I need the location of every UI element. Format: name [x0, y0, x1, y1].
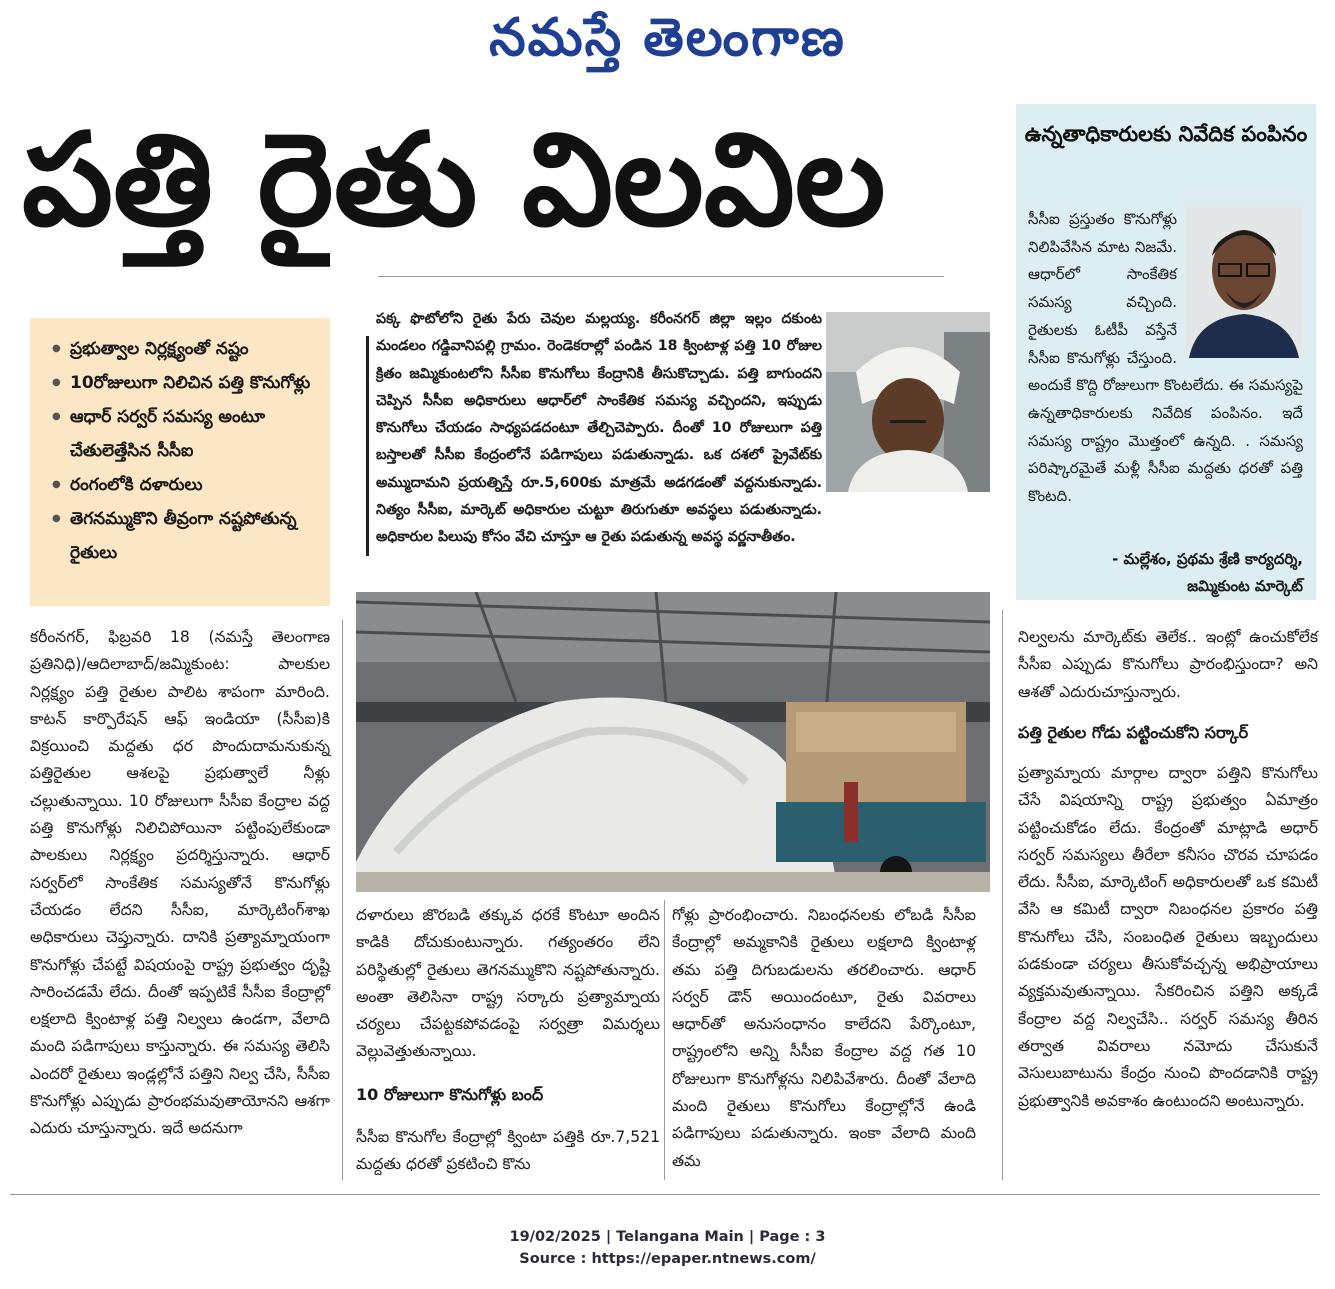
cotton-heap-photo: [356, 592, 990, 892]
headline-rule: [378, 276, 944, 277]
highlight-item: ● ఆధార్ సర్వర్ సమస్య అంటూ చేతులెత్తేసిన సీసీఐ: [52, 400, 320, 468]
article-column-2: దళారులు జొరబడి తక్కువ ధరకే కొంటూ అందిన కాడికి దోచుకుంటున్నారు. గత్యంతరం లేని పరిస్థితుల్లో రైతులు తెగనమ్ముకొని నష్టపోతున్నారు. అంతా తెలిసినా రాష్ట్ర సర్కారు ప్రత్యామ్నాయ చర్యలు చేపట్టకపోవడంపై సర్వత్రా విమర్శలు వెల్లువెత్తుతున్నాయి.: [356, 906, 660, 1061]
caption-bar: [366, 336, 369, 556]
quote-signature: [1028, 546, 1303, 600]
column-divider: [1002, 610, 1003, 1180]
masthead: నమస్తే తెలంగాణ: [489, 8, 846, 68]
quote-text: సీసీఐ ప్రస్తుతం కొనుగోళ్లు నిలిపివేసిన మాట నిజమే. ఆధార్‌లో సాంకేతిక సమస్య వచ్చింది. రైతులకు ఓటీపీ వస్తేనే సీసీఐ కొనుగోళ్లు చేస్తుంది. అందుకే కొద్ది రోజులుగా కొంటలేదు. ఈ సమస్యపై ఉన్నతాధికారులకు నివేదిక పంపినం. ఇదే సమస్య రాష్ట్రం మొత్తంలో ఉన్నది. . సమస్య పరిష్కారమైతే మళ్లీ సీసీఐ మద్దతు ధరతో పత్తి కొంటది.: [1028, 210, 1303, 506]
article-column-4-continued: ప్రత్యామ్నాయ మార్గాల ద్వారా పత్తిని కొనుగోలు చేసే విషయాన్ని రాష్ట్ర ప్రభుత్వం ఏమాత్రం పట్టించుకోడం లేదు. కేంద్రంతో మాట్లాడి అధార్ సర్వర్ సమస్యలు తీరేలా కనీసం చొరవ చూపడం లేదు. సీసీఐ, మార్కెటింగ్ అధికారులతో ఒక కమిటీ వేసి ఆ కమిటీ ద్వారా నిబంధనల ప్రకారం పత్తి కొనుగోలు చేసి, సంబంధిత రైతులు ఇబ్బందులు పడకుండా చర్యలు తీసుకోవచ్చన్న అభిప్రాయాలు వ్యక్తమవుతున్నాయి. సేకరించిన పత్తిని అక్కడే కేంద్రాల వద్ద నిల్వచేసి.. సర్వర్ సమస్య తీరిన తర్వాత వివరాలు నమోదు చేసుకునే వెసులుబాటును కేంద్రం నుంచి పొందడానికి రాష్ట్ర ప్రభుత్వానికి అవకాశం ఉంటుందని అంటున్నారు.: [1018, 764, 1318, 1110]
farmer-photo: [826, 312, 990, 492]
highlight-item: ● రంగంలోకి దళారులు: [52, 468, 320, 502]
signature-line: జమ్మికుంట మార్కెట్: [1187, 577, 1303, 595]
quote-text-block: [1028, 206, 1303, 511]
headline: పత్తి రైతు విలవిల: [22, 106, 886, 255]
quote-heading: ఉన్నతాధికారులకు నివేదిక పంపినం: [1024, 122, 1308, 146]
highlights-box: [30, 318, 330, 606]
highlight-item: ● తెగనమ్ముకొని తీవ్రంగా నష్టపోతున్న రైతులు: [52, 502, 320, 570]
column-divider: [664, 900, 665, 1180]
footer-date-line: 19/02/2025 | Telangana Main | Page : 3: [509, 1229, 826, 1245]
official-photo: [1185, 206, 1303, 358]
highlight-item: ● 10రోజులుగా నిలిచిన పత్తి కొనుగోళ్లు: [52, 366, 320, 400]
footer-source-link[interactable]: Source : https://epaper.ntnews.com/: [519, 1251, 816, 1267]
article-column-4: నిల్వలను మార్కెట్‌కు తెలేక.. ఇంట్లో ఉంచుకోలేక సీసీఐ ఎప్పుడు కొనుగోలు ప్రారంభిస్తుందా? అని ఆశతో ఎదురుచూస్తున్నారు.: [1018, 628, 1318, 701]
article-subheading: 10 రోజులుగా కొనుగోళ్లు బంద్: [356, 1085, 544, 1104]
article-subheading: పత్తి రైతుల గోడు పట్టించుకోని సర్కార్: [1018, 723, 1249, 742]
article-column-2-continued: సీసీఐ కొనుగోల కేంద్రాల్లో క్వింటా పత్తికి రూ.7,521 మద్దతు ధరతో ప్రకటించి కొను: [356, 1128, 660, 1174]
highlight-item: ● ప్రభుత్వాల నిర్లక్ష్యంతో నష్టం: [52, 332, 320, 366]
column-divider: [342, 620, 343, 1180]
article-column-3: గోళ్లు ప్రారంభించారు. నిబంధనలకు లోబడి సీసీఐ కేంద్రాల్లో అమ్మకానికి రైతులు లక్షలాది క్వింటాళ్ల తమ పత్తి దిగుబడులను తరలించారు. ఆధార్ సర్వర్ డౌన్ అయిందంటూ, రైతు వివరాలు ఆధార్‌తో అనుసంధానం కాలేదని పేర్కొంటూ, రాష్ట్రంలోని అన్ని సీసీఐ కేంద్రాల వద్ద గత 10 రోజులుగా కొనుగోళ్లను నిలిపివేశారు. దీంతో వేలాది మంది రైతులు కొనుగోలు కేంద్రాల్లోనే ఉండి పడిగాపులు పడుతున్నారు. ఇంకా వేలాది మంది తమ: [672, 906, 976, 1170]
article-column-1: కరీంనగర్, ఫిబ్రవరి 18 (నమస్తే తెలంగాణ ప్రతినిధి)/ఆదిలాబాద్/జమ్మికుంట: పాలకుల నిర్లక్ష్యం పత్తి రైతుల పాలిట శాపంగా మారింది. కాటన్ కార్పొరేషన్ ఆఫ్ ఇండియా (సీసీఐ)కి విక్రయించి మద్దతు ధర పొందుదామనుకున్న పత్తిరైతుల ఆశలపై ప్రభుత్వాలే నీళ్లు చల్లుతున్నాయి. 10 రోజులుగా సీసీఐ కేంద్రాల వద్ద పత్తి కొనుగోళ్లు నిలిచిపోయినా పట్టింపులేకుండా పాలకులు నిర్లక్ష్యం ప్రదర్శిస్తున్నారు. ఆధార్ సర్వర్‌లో సాంకేతిక సమస్యతోనే కొనుగోళ్లు చేయడం లేదని సీసీఐ, మార్కెటింగ్‌శాఖ అధికారులు చెప్తున్నారు. దానికి ప్రత్యామ్నాయంగా కొనుగోళ్లు చేపట్టే విషయంపై రాష్ట్ర ప్రభుత్వం దృష్టి సారించడమే లేదు. దీంతో ఇప్పటికే సీసీఐ కేంద్రాల్లో లక్షలాది క్వింటాళ్ల పత్తి నిల్వలు ఉండగా, వేలాది మంది పడిగాపులు కాస్తున్నారు. ఈ సమస్య తెలిసి ఎందరో రైతులు ఇండ్లల్లోనే పత్తిని నిల్వ చేసి, సీసీఐ కొనుగోళ్లు ఎప్పుడు ప్రారంభమవుతాయోనని ఆశగా ఎదురు చూస్తున్నారు. ఇదే అదనుగా: [30, 628, 330, 1138]
footer-rule: [10, 1194, 1320, 1195]
signature-line: - మల్లేశం, ప్రథమ శ్రేణి కార్యదర్శి,: [1112, 550, 1303, 568]
footer: [0, 1226, 1335, 1270]
photo-caption: పక్క ఫొటోలోని రైతు పేరు చెవుల మల్లయ్య. కరీంనగర్ జిల్లా ఇల్లం దకుంట మండలం గడ్డివానిపల్లి గ్రామం. రెండెకరాల్లో పండిన 18 క్వింటాళ్ల పత్తి 10 రోజుల క్రితం జమ్మికుంటలోని సీసీఐ కొనుగోలు కేంద్రానికి తీసుకొచ్చాడు. పత్తి బాగుందని చెప్పిన సీసీఐ అధికారులు ఆధార్‌లో సాంకేతిక సమస్య వచ్చిందని, ఇప్పుడు కొనుగోలు చేయడం సాధ్యపడదంటూ తేల్చిచెప్పారు. దీంతో 10 రోజులుగా పత్తి బస్తాలతో సీసీఐ కేంద్రంలోనే పడిగాపులు పడుతున్నాడు. ఒక దశలో ప్రైవేట్‌కు అమ్ముదామని ప్రయత్నిస్తే రూ.5,600కు మాత్రమే అడగడంతో వద్దనుకున్నాడు. నిత్యం సీసీఐ, మార్కెట్ అధికారుల చుట్టూ తిరుగుతూ అవస్థలు పడుతున్నాడు. అధికారుల పిలుపు కోసం వేచి చూస్తూ ఆ రైతు పడుతున్న అవస్థ వర్ణనాతీతం.: [376, 311, 822, 546]
